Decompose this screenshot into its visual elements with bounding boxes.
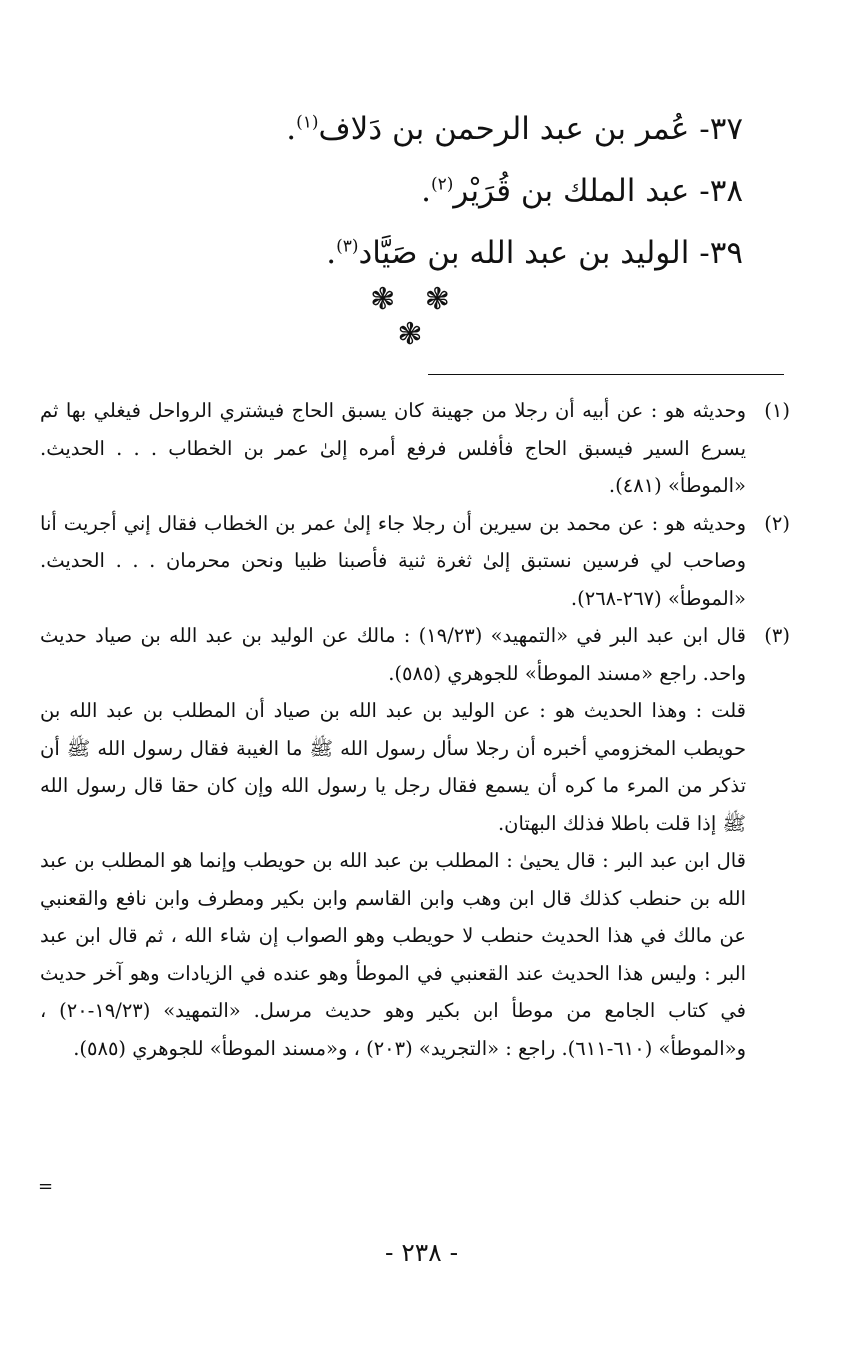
footnote xyxy=(40,617,790,1067)
footnote-paragraph: قلت : وهذا الحديث هو : عن الوليد بن عبد الله بن صياد أن المطلب بن عبد الله بن حويطب المخزومي أخبره أن رجلا سأل رسول الله ﷺ ما الغيبة فقال رسول الله ﷺ أن تذكر من المرء ما كره أن يسمع فقال رجل يا رسول الله وإن كان حقا قال رسول الله ﷺ إذا قلت باطلا فذلك البهتان. xyxy=(40,699,746,835)
footnote-body xyxy=(40,617,746,1067)
continuation-mark: = xyxy=(38,1176,54,1197)
footnotes xyxy=(40,392,790,1067)
narrator-list xyxy=(223,98,743,284)
footnote-number: (٢) xyxy=(764,511,790,535)
footnote-paragraph: وحديثه هو : عن محمد بن سيرين أن رجلا جاء إلىٰ عمر بن الخطاب فقال إني أجريت أنا وصاحب لي فرسين نستبق إلىٰ ثغرة ثنية فأصبنا ظبيا ونحن محرمان . . . الحديث. «الموطأ» (٢٦٧-٢٦٨). xyxy=(40,511,746,610)
footnote xyxy=(40,392,790,505)
entry-text: ٣٩- الوليد بن عبد الله بن صَيَّاد xyxy=(358,235,743,271)
footnote-number: (٣) xyxy=(764,624,790,647)
narrator-entry xyxy=(223,98,743,160)
footnote-ref[interactable]: (٢) xyxy=(431,174,454,195)
footnote-paragraph: قال ابن عبد البر في «التمهيد» (١٩/٢٣) : مالك عن الوليد بن عبد الله بن صياد حديث واحد. راجع «مسند الموطأ» للجوهري (٥٨٥). xyxy=(40,624,746,685)
footnote-ref[interactable]: (٣) xyxy=(336,236,359,257)
entry-end: . xyxy=(286,111,297,147)
footnote xyxy=(40,505,790,618)
footnote-body xyxy=(40,392,746,505)
entry-end: . xyxy=(421,173,431,209)
footnote-divider xyxy=(428,374,784,375)
footnote-ref[interactable]: (١) xyxy=(296,112,319,133)
footnote-number: (١) xyxy=(764,399,790,422)
narrator-entry xyxy=(223,222,743,284)
footnote-paragraph: وحديثه هو : عن أبيه أن رجلا من جهينة كان يسبق الحاج فيشتري الرواحل فيغلي بها ثم يسرع السير فيسبق الحاج فأفلس فرفع أمره إلىٰ عمر بن الخطاب . . . الحديث. «الموطأ» (٤٨١). xyxy=(40,399,746,497)
footnote-paragraph: قال ابن عبد البر : قال يحيىٰ : المطلب بن عبد الله بن حويطب وإنما هو المطلب بن عبد الله بن حنطب كذلك قال ابن وهب وابن القاسم وابن بكير ومطرف وابن نافع والقعنبي عن مالك في هذا الحديث حنطب لا حويطب وهو الصواب إن شاء الله ، ثم قال ابن عبد البر : وليس هذا الحديث عند القعنبي في الموطأ وهو عنده في الزيادات وهو آخر حديث في كتاب الجامع من موطأ ابن بكير وهو حديث مرسل. «التمهيد» (١٩/٢٣-٢٠) ، و«الموطأ» (٦١٠-٦١١). راجع : «التجريد» (٢٠٣) ، و«مسند الموطأ» للجوهري (٥٨٥). xyxy=(40,849,746,1060)
section-separator: ❃ ❃ ❃ xyxy=(370,282,460,352)
narrator-entry xyxy=(223,160,743,222)
entry-text: ٣٧- عُمر بن عبد الرحمن بن دَلاف xyxy=(318,111,743,147)
entry-text: ٣٨- عبد الملك بن قُرَيْر xyxy=(453,173,743,209)
page-number: - ٢٣٨ - xyxy=(384,1238,459,1267)
footnote-body xyxy=(40,505,746,618)
entry-end: . xyxy=(326,235,337,271)
